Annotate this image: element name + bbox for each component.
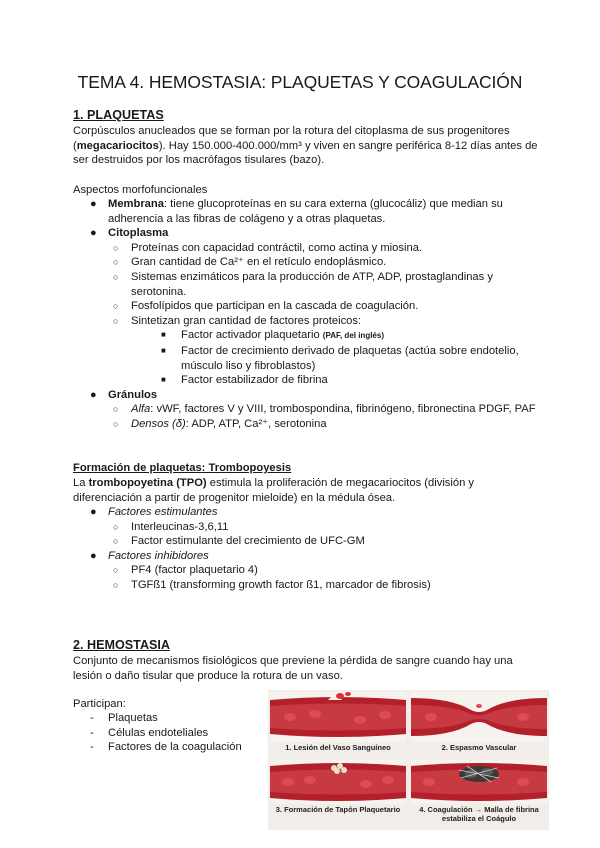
factor-paf-text: Factor activador plaquetario	[181, 329, 323, 342]
factor-item-text: Factor estabilizador de fibrina	[181, 374, 328, 387]
bullet-icon: ●	[90, 388, 97, 401]
list-item	[73, 314, 543, 388]
list-item-membrana	[73, 197, 543, 226]
square-bullet-icon: ■	[161, 345, 166, 355]
dash-bullet-icon: -	[90, 741, 94, 754]
list-item	[73, 344, 543, 373]
square-bullet-icon: ■	[161, 375, 166, 385]
list-item	[73, 241, 543, 256]
circle-bullet-icon: ○	[113, 418, 119, 429]
cito-item-text: Gran cantidad de Ca²⁺ en el retículo endoplásmico.	[131, 256, 387, 269]
circle-bullet-icon: ○	[113, 301, 119, 312]
aspects-list	[73, 197, 543, 432]
estim-item-text: Factor estimulante del crecimiento de UFC-GM	[131, 535, 365, 548]
circle-bullet-icon: ○	[113, 404, 119, 415]
list-item	[73, 740, 268, 755]
list-item	[73, 711, 268, 726]
vascular-spasm-illustration	[411, 692, 547, 742]
trombo-bold-term: trombopoyetina (TPO)	[88, 477, 207, 489]
bullet-icon: ●	[90, 506, 97, 518]
estim-item-text: Interleucinas-3,6,11	[131, 520, 229, 533]
caption-4: 4. Coagulación → Malla de fibrina estabiliza el Coágulo	[419, 805, 539, 823]
page-title: TEMA 4. HEMOSTASIA: PLAQUETAS Y COAGULACIÓN	[77, 72, 523, 92]
circle-bullet-icon: ○	[113, 521, 119, 532]
list-item	[73, 402, 543, 417]
panel-vascular-spasm	[411, 692, 547, 758]
list-item-estimulantes	[73, 505, 543, 549]
intro-text-b: ). Hay 150.000-400.000/mm³ y viven en sangre periférica 8-12 días antes de ser destruidos por los macrófagos tisulares (bazo).	[73, 139, 538, 167]
section-heading-plaquetas: 1. PLAQUETAS	[73, 108, 164, 122]
factores-list	[73, 505, 543, 593]
circle-bullet-icon: ○	[113, 536, 119, 547]
trombo-text-b: estimula la proliferación de megacariocitos (división y diferenciación a partir de progenitor mieloide) en la médula ósea.	[73, 477, 475, 504]
list-item-inhibidores	[73, 549, 543, 593]
factor-paf-note: (PAF, del inglés)	[322, 331, 384, 341]
panel-coagulation	[411, 760, 547, 826]
list-item-granulos	[73, 388, 543, 432]
hemostasis-figure	[268, 690, 549, 830]
participan-item-text: Factores de la coagulación	[108, 741, 242, 754]
bullet-icon: ●	[90, 549, 97, 562]
alfa-text: : vWF, factores V y VIII, trombospondina, fibrinógeno, fibronectina PDGF, PAF	[150, 403, 536, 416]
factor-item-text: Factor de crecimiento derivado de plaquetas (actúa sobre endotelio, músculo liso y fibroblastos)	[181, 344, 519, 372]
list-item	[73, 328, 543, 344]
panel-vessel-injury	[270, 692, 406, 758]
circle-bullet-icon: ○	[113, 565, 119, 576]
square-bullet-icon: ■	[161, 330, 166, 340]
trombopoyesis-text	[73, 476, 543, 505]
aspects-label: Aspectos morfofuncionales	[73, 184, 208, 196]
estim-label: Factores estimulantes	[108, 506, 218, 518]
list-item	[73, 417, 543, 432]
hemostasia-intro: Conjunto de mecanismos fisiológicos que previene la pérdida de sangre cuando hay una lesión o daño tisular que produce la rotura de un vaso.	[73, 655, 513, 682]
cito-item-text: Fosfolípidos que participan en la cascada de coagulación.	[131, 300, 419, 313]
bullet-icon: ●	[90, 198, 97, 210]
intro-text-a: Corpúsculos anucleados que se forman por la rotura del citoplasma de sus progenitores (	[73, 125, 510, 152]
cito-item-text: Sintetizan gran cantidad de factores proteicos:	[131, 314, 362, 327]
citoplasma-label: Citoplasma	[108, 227, 169, 240]
densos-text: : ADP, ATP, Ca²⁺, serotonina	[185, 417, 327, 430]
platelet-plug-illustration	[270, 760, 406, 804]
subsection-heading-trombopoyesis: Formación de plaquetas: Trombopoyesis	[73, 462, 292, 474]
plaquetas-intro	[73, 124, 543, 168]
inhib-item-text: TGFß1 (transforming growth factor ß1, marcador de fibrosis)	[131, 578, 431, 591]
panel-platelet-plug	[270, 760, 406, 826]
coagulation-illustration	[411, 760, 547, 804]
trombo-text-a: La	[73, 477, 89, 489]
participan-label: Participan:	[73, 698, 126, 710]
list-item	[73, 534, 543, 549]
bullet-icon: ●	[90, 227, 97, 240]
dash-bullet-icon: -	[90, 712, 94, 724]
participan-item-text: Plaquetas	[108, 712, 158, 724]
dash-bullet-icon: -	[90, 726, 94, 739]
list-item-citoplasma	[73, 226, 543, 388]
granulos-label: Gránulos	[108, 388, 158, 401]
circle-bullet-icon: ○	[113, 271, 119, 282]
circle-bullet-icon: ○	[113, 242, 119, 253]
list-item	[73, 520, 543, 535]
membrana-text: : tiene glucoproteínas en su cara externa (glucocáliz) que median su adherencia a las fibras de colágeno y a otras plaquetas.	[108, 198, 503, 225]
alfa-label: Alfa	[131, 403, 151, 416]
caption-1: 1. Lesión del Vaso Sanguíneo	[285, 743, 391, 752]
list-item	[73, 373, 543, 388]
circle-bullet-icon: ○	[113, 257, 119, 268]
inhib-label: Factores inhibidores	[108, 549, 209, 562]
list-item	[73, 255, 543, 270]
intro-bold-term: megacariocitos	[76, 139, 159, 152]
membrana-label: Membrana	[108, 198, 164, 210]
participan-list	[73, 711, 268, 755]
circle-bullet-icon: ○	[113, 315, 119, 326]
list-item	[73, 270, 543, 299]
caption-3: 3. Formación de Tapón Plaquetario	[275, 805, 401, 814]
section-heading-hemostasia: 2. HEMOSTASIA	[73, 638, 171, 652]
circle-bullet-icon: ○	[113, 579, 119, 590]
inhib-item-text: PF4 (factor plaquetario 4)	[131, 564, 258, 577]
vessel-injury-illustration	[270, 692, 406, 742]
list-item	[73, 563, 543, 578]
densos-label: Densos (δ)	[131, 417, 186, 430]
list-item	[73, 299, 543, 314]
cito-item-text: Proteínas con capacidad contráctil, como actina y miosina.	[131, 241, 423, 254]
caption-2: 2. Espasmo Vascular	[441, 743, 517, 752]
participan-item-text: Células endoteliales	[108, 726, 209, 739]
list-item	[73, 578, 543, 593]
list-item	[73, 726, 268, 741]
cito-item-text: Sistemas enzimáticos para la producción de ATP, ADP, prostaglandinas y serotonina.	[131, 270, 493, 298]
